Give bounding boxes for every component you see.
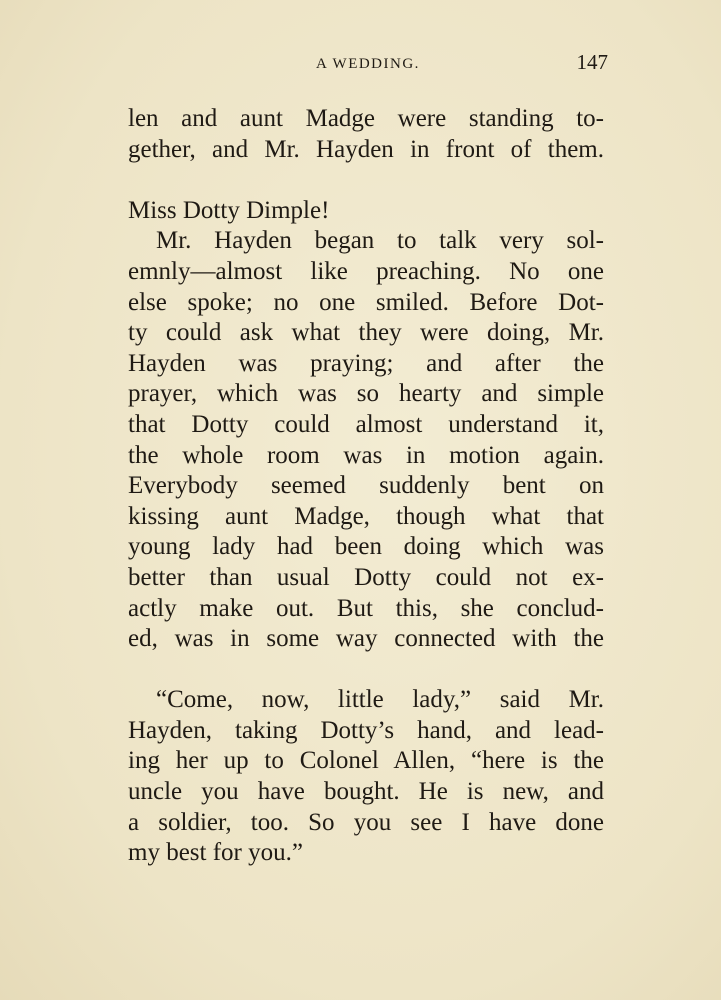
text-line: a soldier, too. So you see I have done: [128, 808, 604, 836]
text-line: ty could ask what they were doing, Mr.: [128, 319, 604, 347]
body-text: [128, 104, 604, 869]
text-line: Everybody seemed suddenly bent on: [128, 472, 604, 500]
text-line: kissing aunt Madge, though what that: [128, 502, 604, 530]
text-line: “Come, now, little lady,” said Mr.: [156, 686, 604, 714]
page-number: 147: [576, 50, 608, 74]
text-line: better than usual Dotty could not ex-: [128, 563, 604, 591]
text-line: Mr. Hayden began to talk very sol-: [156, 227, 604, 255]
page-header: [128, 52, 608, 78]
text-line: actly make out. But this, she conclud-: [128, 594, 604, 622]
text-line: [128, 165, 604, 196]
text-line: uncle you have bought. He is new, and: [128, 778, 604, 806]
running-head: A WEDDING.: [316, 56, 420, 72]
text-line: len and aunt Madge were standing to-: [128, 105, 604, 132]
text-line: Hayden, taking Dotty’s hand, and lead-: [128, 716, 604, 744]
text-line: ing her up to Colonel Allen, “here is the: [128, 747, 604, 775]
paragraph: [128, 226, 604, 685]
text-line: gether, and Mr. Hayden in front of them.: [128, 135, 604, 163]
text-line: emnly—almost like preaching. No one: [128, 257, 604, 285]
text-line: ed, was in some way connected with the: [128, 625, 604, 653]
text-line: prayer, which was so hearty and simple: [128, 380, 604, 408]
text-line: [128, 655, 604, 686]
text-line: Hayden was praying; and after the: [128, 349, 604, 377]
text-line: else spoke; no one smiled. Before Dot-: [128, 288, 604, 316]
text-line: Miss Dotty Dimple!: [128, 196, 330, 224]
paragraph: [128, 685, 604, 869]
text-line: my best for you.”: [128, 839, 303, 867]
text-line: the whole room was in motion again.: [128, 441, 604, 469]
paragraph: [128, 104, 604, 226]
text-line: young lady had been doing which was: [128, 533, 604, 561]
text-line: that Dotty could almost understand it,: [128, 410, 604, 438]
